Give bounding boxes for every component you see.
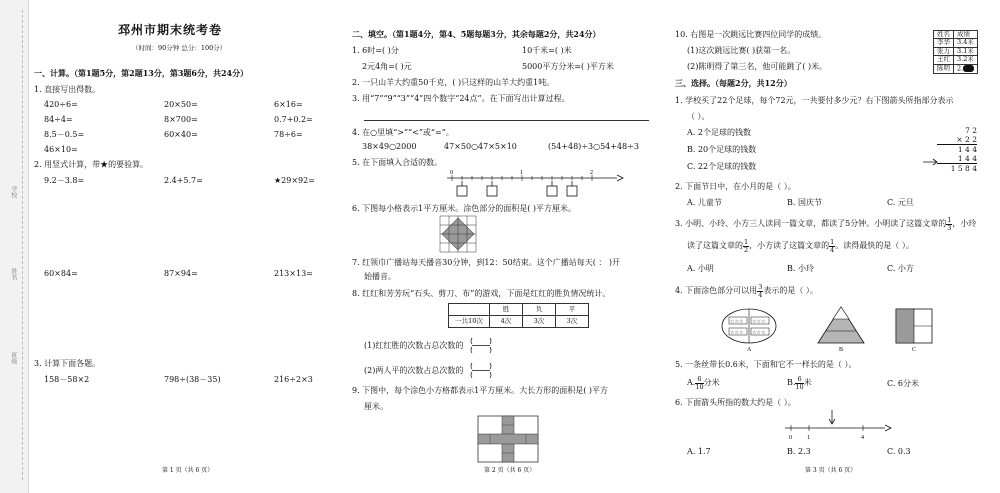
blank-fraction-2 bbox=[470, 362, 494, 380]
choice-q4-line bbox=[675, 284, 818, 298]
choice-q3-line1 bbox=[675, 217, 976, 231]
vertical-2: 2.4+5.7= bbox=[164, 176, 203, 185]
fraction-1-2-den: 2 bbox=[744, 245, 749, 254]
q3-heading: 3. 计算下面各题。 bbox=[34, 359, 101, 368]
oral-1-1: 420÷6= bbox=[44, 100, 78, 109]
oral-2-1: 84÷4= bbox=[44, 115, 73, 124]
choice-q5-b-label: B. bbox=[787, 378, 796, 387]
binding-strip bbox=[0, 0, 29, 493]
shape-label-a: A bbox=[747, 347, 752, 353]
fill-q1a: 1. 6时=( )分 bbox=[352, 46, 399, 55]
fill-q9b: 厘米。 bbox=[364, 402, 388, 411]
choice-q6-b: B. 2.3 bbox=[787, 447, 811, 456]
c6-tick-1: 1 bbox=[807, 435, 810, 441]
oral-3-2: 60×40= bbox=[164, 130, 198, 139]
rectangle-figure bbox=[478, 416, 538, 462]
q2-heading: 2. 用竖式计算，带★的要验算。 bbox=[34, 160, 149, 169]
choice-q2-b: B. 国庆节 bbox=[787, 198, 822, 207]
choice-q1-c: C. 22个足球的钱数 bbox=[687, 162, 757, 171]
mult-row-5: 1 5 8 4 bbox=[950, 164, 977, 173]
table-head-lose: 负 bbox=[523, 304, 556, 316]
choice-q4a: 4. 下面涂色部分可以用 bbox=[675, 286, 758, 295]
fill-q3: 3. 用“7”“9”“3”“4”四个数字“24点”。在下面写出计算过程。 bbox=[352, 94, 570, 103]
c6-tick-4: 4 bbox=[861, 435, 864, 441]
score-value-3: 3.2米 bbox=[954, 56, 978, 64]
choice-number-line bbox=[785, 410, 895, 440]
choice-q2: 2. 下面节日中，在小月的是（ ）。 bbox=[675, 182, 796, 191]
fill-q8b: (2)两人平的次数占总次数的 bbox=[364, 366, 464, 375]
score-head-name: 姓名 bbox=[934, 31, 954, 39]
game-table bbox=[448, 303, 589, 328]
choice-q6-a: A. 1.7 bbox=[687, 447, 711, 456]
score-value-4 bbox=[954, 64, 978, 73]
fill-q10a: (1)这次跳远比赛( )获第一名。 bbox=[687, 46, 796, 55]
choice-q5-a-unit: 分米 bbox=[703, 378, 720, 387]
fill-q5: 5. 在下面填入合适的数。 bbox=[352, 158, 443, 167]
svg-text:☆☆☆: ☆☆☆ bbox=[752, 330, 766, 336]
fraction-3-4-num: 3 bbox=[758, 283, 763, 291]
fraction-1-2-num: 1 bbox=[744, 238, 749, 246]
fill-q8: 8. 红红和芳芳玩“石头、剪刀、布”的游戏，下面是红红的胜负情况统计。 bbox=[352, 289, 611, 298]
choice-q5-b-unit: 米 bbox=[803, 378, 812, 387]
exam-subtitle: （时间：90分钟 总分：100分） bbox=[132, 44, 227, 52]
school-label: 学校 bbox=[9, 186, 17, 198]
shape-label-c: C bbox=[912, 347, 917, 353]
oral-3-1: 8.5－0.5= bbox=[44, 130, 85, 139]
fraction-6-10-b bbox=[795, 376, 803, 390]
page-3 bbox=[675, 6, 995, 486]
choice-q3d: ，小方读了这篇文章的 bbox=[749, 241, 830, 250]
table-head-draw: 平 bbox=[556, 304, 589, 316]
choice-q6: 6. 下面箭头所指的数大约是（ ）。 bbox=[675, 398, 796, 407]
score-name-1: 李华 bbox=[934, 39, 954, 47]
mult-row-2: × 2 2 bbox=[937, 135, 977, 145]
fill-q1c: 2元4角=( )元 bbox=[362, 62, 412, 71]
choice-q4b: 表示的是（ ）。 bbox=[763, 286, 818, 295]
name-label: 姓名 bbox=[9, 268, 17, 280]
page-1-footer: 第 1 页（共 6 页） bbox=[162, 467, 214, 474]
fraction-6-10-a bbox=[695, 376, 703, 390]
choice-q3-line2 bbox=[687, 239, 914, 253]
compare-1: 38×49○2000 bbox=[362, 142, 417, 151]
choice-q5-c: C. 6分米 bbox=[887, 379, 920, 388]
fraction-1-4-num: 1 bbox=[830, 238, 835, 246]
svg-text:☆☆☆: ☆☆☆ bbox=[730, 319, 744, 325]
arrow-icon bbox=[923, 159, 939, 165]
fill-q2: 2. 一只山羊大约重50千克，( )只这样的山羊大约重1吨。 bbox=[352, 78, 555, 87]
svg-text:☆☆☆: ☆☆☆ bbox=[752, 319, 766, 325]
fill-q7a: 7. 红领巾广播站每天播音30分钟，到12：50结束。这个广播站每天( ： )开 bbox=[352, 258, 621, 267]
score-value-1: 3.4米 bbox=[954, 39, 978, 47]
calc-3: 216÷2×3 bbox=[274, 375, 313, 384]
c6-tick-0: 0 bbox=[789, 435, 792, 441]
choice-q1-a: A. 2个足球的钱数 bbox=[687, 128, 751, 137]
score-value-2: 3.1米 bbox=[954, 47, 978, 55]
fraction-6-10-a-den: 10 bbox=[695, 382, 704, 391]
fraction-1-3-den: 3 bbox=[947, 223, 952, 232]
vertical-5: 87×94= bbox=[164, 269, 198, 278]
oral-2-3: 0.7+0.2= bbox=[274, 115, 313, 124]
fraction-1-4-den: 4 bbox=[830, 245, 835, 254]
choice-q3a: 3. 小明、小玲、小方三人读同一篇文章，都读了5分钟。小明读了这篇文章的 bbox=[675, 219, 947, 228]
oral-1-2: 20×50= bbox=[164, 100, 198, 109]
page-1 bbox=[34, 6, 330, 486]
mult-row-1: 7 2 bbox=[965, 126, 977, 135]
fraction-shapes bbox=[721, 306, 951, 352]
fill-q8a: (1)红红胜的次数占总次数的 bbox=[364, 341, 464, 350]
fraction-1-3-num: 1 bbox=[947, 216, 952, 224]
vertical-1: 9.2－3.8= bbox=[44, 176, 85, 185]
vertical-4: 60×84= bbox=[44, 269, 78, 278]
exam-title: 邳州市期末统考卷 bbox=[118, 23, 223, 37]
oral-3-3: 78÷6= bbox=[274, 130, 303, 139]
page-3-footer: 第 3 页（共 6 页） bbox=[805, 467, 857, 474]
table-lose: 3次 bbox=[523, 316, 556, 328]
choice-q5: 5. 一条丝带长0.6米，下面和它不一样长的是（ ）。 bbox=[675, 360, 857, 369]
choice-q3-b: B. 小玲 bbox=[787, 264, 814, 273]
choice-q1b: （ ）。 bbox=[687, 112, 710, 121]
pointer-arrow-icon bbox=[829, 410, 835, 424]
score-name-4: 陈明 bbox=[934, 64, 954, 73]
binding-line bbox=[22, 10, 23, 480]
score-value-4-text: 2. bbox=[957, 64, 964, 73]
table-head-empty bbox=[449, 304, 490, 316]
grid-figure bbox=[440, 216, 476, 252]
table-win: 4次 bbox=[490, 316, 523, 328]
choice-q1a: 1. 学校买了22个足球，每个72元，一共要付多少元？右下图箭头所指部分表示 bbox=[675, 96, 954, 105]
section-1-heading: 一、计算。（第1题5分，第2题13分，第3题6分，共24分） bbox=[34, 68, 249, 78]
fill-q6: 6. 下图每小格表示1平方厘米。涂色部分的面积是( )平方厘米。 bbox=[352, 204, 577, 213]
page-2 bbox=[352, 6, 652, 486]
fill-q1d: 5000平方分米=( )平方米 bbox=[522, 62, 614, 71]
choice-q5-b bbox=[787, 376, 812, 390]
section-2-heading: 二、填空。（第1题4分，第4、5题每题3分，其余每题2分，共24分） bbox=[352, 29, 601, 39]
choice-q2-a: A. 儿童节 bbox=[687, 198, 722, 207]
fill-q10: 10. 右图是一次跳远比赛四位同学的成绩。 bbox=[675, 30, 827, 39]
section-3-heading: 三、选择。（每题2分，共12分） bbox=[675, 78, 792, 88]
score-table bbox=[933, 30, 978, 74]
choice-q3b: ，小玲 bbox=[952, 219, 977, 228]
fill-q7b: 始播音。 bbox=[364, 272, 396, 281]
calc-1: 158－58×2 bbox=[44, 375, 90, 384]
blank-fraction-1 bbox=[470, 337, 494, 355]
score-name-3: 王红 bbox=[934, 56, 954, 64]
choice-q3-a: A. 小明 bbox=[687, 264, 714, 273]
fill-q4: 4. 在○里填“>”“<”或“=”。 bbox=[352, 128, 454, 137]
fill-q10b: (2)陈明得了第三名，他可能跳了( )米。 bbox=[687, 62, 828, 71]
oral-2-2: 8×700= bbox=[164, 115, 198, 124]
fraction-3-4-den: 4 bbox=[758, 290, 763, 299]
vertical-3: ★29×92= bbox=[274, 176, 315, 185]
answer-line bbox=[364, 120, 649, 121]
fill-q1b: 10千米=( )米 bbox=[522, 46, 572, 55]
ink-blot bbox=[963, 65, 974, 72]
q1-heading: 1. 直接写出得数。 bbox=[34, 85, 101, 94]
choice-q5-a-label: A. bbox=[687, 378, 696, 387]
choice-q6-c: C. 0.3 bbox=[887, 447, 911, 456]
table-head-win: 胜 bbox=[490, 304, 523, 316]
page-2-footer: 第 2 页（共 6 页） bbox=[484, 467, 536, 474]
choice-q2-c: C. 元旦 bbox=[887, 198, 914, 207]
numline-tick-1: 1 bbox=[520, 170, 523, 176]
mult-row-4: 1 4 4 bbox=[937, 154, 977, 164]
numline-tick-0: 0 bbox=[450, 170, 453, 176]
choice-q3e: 。读得最快的是（ ）。 bbox=[835, 241, 914, 250]
oral-1-3: 6×16= bbox=[274, 100, 303, 109]
svg-text:☆☆☆: ☆☆☆ bbox=[730, 330, 744, 336]
multiplication-figure bbox=[937, 126, 977, 173]
calc-2: 798÷(38－35) bbox=[164, 375, 221, 384]
class-label: 班级 bbox=[9, 352, 17, 364]
score-head-score: 成绩 bbox=[954, 31, 978, 39]
table-draw: 3次 bbox=[556, 316, 589, 328]
choice-q3-c: C. 小方 bbox=[887, 264, 914, 273]
fill-q9a: 9. 下图中，每个涂色小方格都表示1平方厘米。大长方形的面积是( )平方 bbox=[352, 386, 609, 395]
fraction-6-10-b-den: 10 bbox=[795, 382, 804, 391]
shape-label-b: B bbox=[839, 347, 844, 353]
score-name-2: 张力 bbox=[934, 47, 954, 55]
choice-q5-a bbox=[687, 376, 720, 390]
oral-4-1: 46×10= bbox=[44, 145, 78, 154]
table-total: 一共10次 bbox=[449, 316, 490, 328]
fraction-6-10-a-num: 6 bbox=[695, 376, 703, 384]
compare-2: 47×50○47×5×10 bbox=[444, 142, 517, 151]
fraction-6-10-b-num: 6 bbox=[795, 376, 803, 384]
vertical-6: 213×13= bbox=[274, 269, 313, 278]
number-line bbox=[447, 172, 627, 200]
numline-tick-2: 2 bbox=[590, 170, 593, 176]
mult-row-3: 1 4 4 bbox=[957, 145, 977, 154]
choice-q3c: 读了这篇文章的 bbox=[687, 241, 743, 250]
choice-q1-b: B. 20个足球的钱数 bbox=[687, 145, 757, 154]
compare-3: (54+48)÷3○54+48÷3 bbox=[548, 142, 639, 151]
